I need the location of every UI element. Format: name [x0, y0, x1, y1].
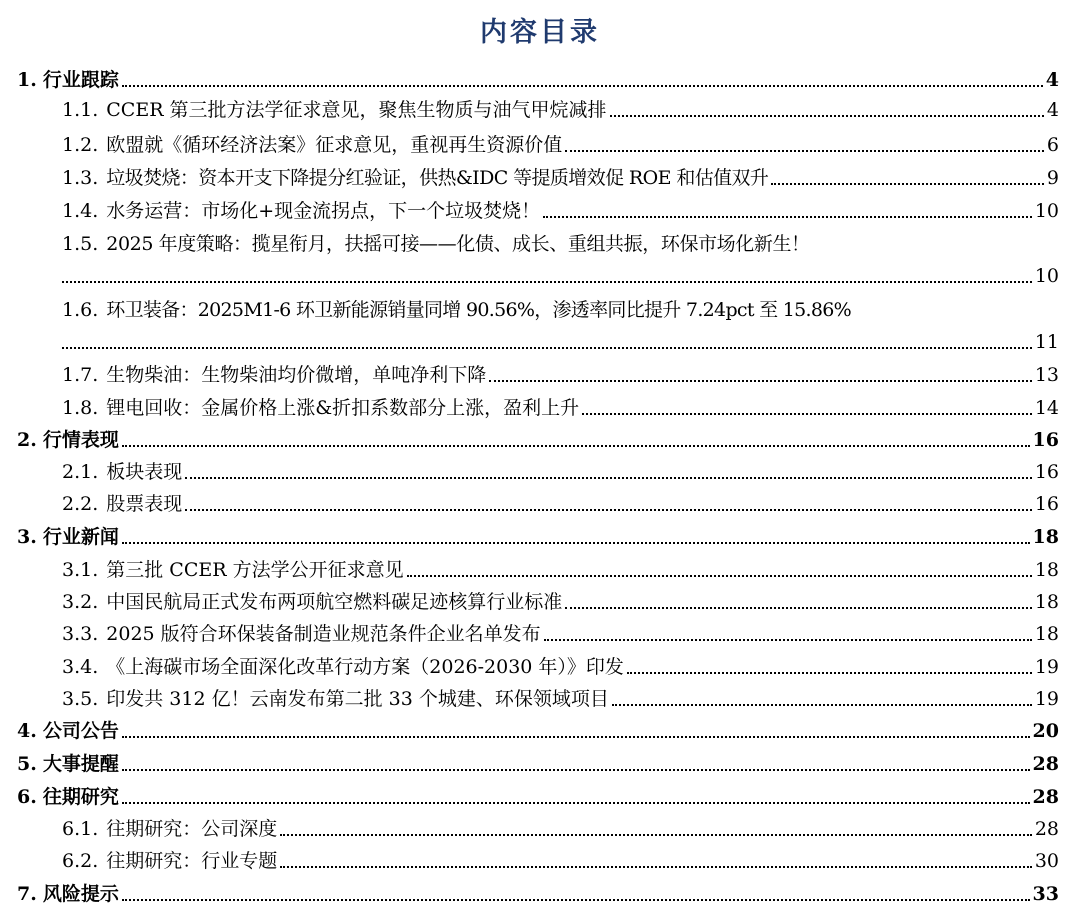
toc-entry-page: 28: [1034, 818, 1059, 840]
toc-entry-3-2[interactable]: [62, 590, 1059, 614]
toc-entry-title: CCER 第三批方法学征求意见，聚焦生物质与油气甲烷减排: [106, 99, 607, 121]
toc-entry-number: 2.: [17, 429, 37, 451]
dot-leader: [771, 183, 1044, 185]
dot-leader: [122, 769, 1030, 771]
dot-leader: [280, 866, 1032, 868]
toc-entry-1-5[interactable]: [62, 232, 1059, 256]
toc-entry-number: 3.1.: [62, 559, 99, 581]
toc-entry-title: 第三批 CCER 方法学公开征求意见: [106, 559, 404, 581]
dot-leader: [122, 802, 1030, 804]
dot-leader: [62, 347, 1032, 349]
toc-entry-page: 10: [1034, 200, 1059, 222]
toc-entry-1-3[interactable]: [62, 166, 1059, 190]
dot-leader: [407, 575, 1032, 577]
dot-leader: [610, 115, 1044, 117]
toc-entry-title: 中国民航局正式发布两项航空燃料碳足迹核算行业标准: [106, 591, 563, 613]
toc-entry-title: 垃圾焚烧：资本开支下降提分红验证，供热&IDC 等提质增效促 ROE 和估值双升: [106, 167, 769, 189]
dot-leader: [185, 477, 1032, 479]
toc-entry-5[interactable]: [17, 752, 1059, 776]
toc-entry-number: 4.: [17, 720, 37, 742]
toc-entry-number: 1.6.: [62, 299, 99, 321]
toc-entry-number: 1.1.: [62, 99, 99, 121]
toc-entry-1-4[interactable]: [62, 199, 1059, 223]
toc-entry-number: 3.2.: [62, 591, 99, 613]
toc-entry-title: 股票表现: [106, 493, 183, 515]
toc-entry-page: 19: [1034, 656, 1059, 678]
toc-entry-2-2[interactable]: [62, 492, 1059, 516]
toc-entry-number: 5.: [17, 753, 37, 775]
toc-entry-title: 大事提醒: [42, 753, 119, 775]
toc-entry-number: 1.4.: [62, 200, 99, 222]
toc-entry-number: 1.: [17, 69, 37, 91]
toc-entry-title: 往期研究: [42, 786, 119, 808]
toc-entry-page: 4: [1045, 69, 1059, 91]
dot-leader: [565, 607, 1032, 609]
dot-leader: [122, 736, 1030, 738]
dot-leader: [280, 834, 1032, 836]
toc-entry-title: 印发共 312 亿！云南发布第二批 33 个城建、环保领域项目: [106, 688, 609, 710]
toc-entry-number: 7.: [17, 883, 37, 905]
dot-leader: [565, 150, 1044, 152]
toc-entry-1-8[interactable]: [62, 396, 1059, 420]
toc-entry-number: 1.7.: [62, 364, 99, 386]
toc-entry-number: 3.5.: [62, 688, 99, 710]
toc-entry-number: 1.3.: [62, 167, 99, 189]
toc-entry-title: 行情表现: [42, 429, 119, 451]
dot-leader: [543, 216, 1032, 218]
dot-leader: [544, 639, 1032, 641]
toc-entry-title: 往期研究：行业专题: [106, 850, 278, 872]
toc-entry-page: 9: [1046, 167, 1059, 189]
toc-entry-page: 19: [1034, 688, 1059, 710]
toc-entry-title: 欧盟就《循环经济法案》征求意见，重视再生资源价值: [106, 134, 563, 156]
toc-entry-1[interactable]: [17, 68, 1059, 92]
dot-leader: [582, 413, 1032, 415]
toc-entry-title: 2025 版符合环保装备制造业规范条件企业名单发布: [106, 623, 541, 645]
toc-entry-page: 28: [1032, 786, 1059, 808]
toc-entry-title: 生物柴油：生物柴油均价微增，单吨净利下降: [106, 364, 487, 386]
dot-leader: [185, 509, 1032, 511]
toc-entry-title: 锂电回收：金属价格上涨&折扣系数部分上涨，盈利上升: [106, 397, 580, 419]
toc-entry-3-5[interactable]: [62, 687, 1059, 711]
toc-entry-page: 4: [1046, 99, 1059, 121]
toc-entry-page: 16: [1034, 461, 1059, 483]
toc-entry-number: 3.: [17, 526, 37, 548]
toc-entry-page: 14: [1034, 397, 1059, 419]
toc-entry-4[interactable]: [17, 719, 1059, 743]
toc-entry-page: 18: [1032, 526, 1059, 548]
toc-entry-2[interactable]: [17, 428, 1059, 452]
toc-entry-1-2[interactable]: [62, 133, 1059, 157]
toc-entry-title: 《上海碳市场全面深化改革行动方案（2026-2030 年）》印发: [106, 656, 624, 678]
toc-entry-title: 板块表现: [106, 461, 183, 483]
toc-entry-page: 10: [1034, 265, 1059, 287]
toc-entry-title: 行业跟踪: [42, 69, 119, 91]
toc-entry-6-1[interactable]: [62, 817, 1059, 841]
toc-entry-7[interactable]: [17, 882, 1059, 906]
toc-entry-1-6[interactable]: [62, 298, 1059, 322]
toc-entry-page: 30: [1034, 850, 1059, 872]
toc-title: 内容目录: [480, 17, 600, 48]
toc-entry-title: 风险提示: [42, 883, 119, 905]
toc-entry-page: 33: [1032, 883, 1059, 905]
toc-entry-page: 18: [1034, 559, 1059, 581]
toc-entry-page: 16: [1034, 493, 1059, 515]
toc-entry-number: 6.1.: [62, 818, 99, 840]
toc-entry-3[interactable]: [17, 525, 1059, 549]
toc-entry-3-1[interactable]: [62, 558, 1059, 582]
toc-entry-title: 往期研究：公司深度: [106, 818, 278, 840]
toc-entry-page: 16: [1032, 429, 1059, 451]
toc-entry-page: 28: [1032, 753, 1059, 775]
dot-leader: [122, 445, 1030, 447]
toc-entry-page: 13: [1034, 364, 1059, 386]
toc-entry-1-7[interactable]: [62, 363, 1059, 387]
toc-entry-number: 1.5.: [62, 233, 99, 255]
toc-entry-page: 18: [1034, 591, 1059, 613]
dot-leader: [122, 85, 1043, 87]
toc-entry-6-2[interactable]: [62, 849, 1059, 873]
dot-leader: [122, 899, 1030, 901]
dot-leader: [62, 281, 1032, 283]
toc-entry-title: 水务运营：市场化+现金流拐点，下一个垃圾焚烧！: [106, 200, 541, 222]
toc-entry-title: 公司公告: [42, 720, 119, 742]
toc-entry-number: 3.3.: [62, 623, 99, 645]
toc-entry-3-4[interactable]: [62, 655, 1059, 679]
dot-leader: [612, 704, 1032, 706]
toc-entry-6[interactable]: [17, 785, 1059, 809]
toc-entry-title: 2025 年度策略：揽星衔月，扶摇可接——化债、成长、重组共振，环保市场化新生！: [106, 233, 810, 255]
toc-entry-number: 6.: [17, 786, 37, 808]
toc-entry-number: 2.2.: [62, 493, 99, 515]
dot-leader: [122, 542, 1030, 544]
toc-entry-page: 20: [1032, 720, 1059, 742]
toc-entry-number: 6.2.: [62, 850, 99, 872]
dot-leader: [627, 672, 1032, 674]
toc-entry-number: 1.2.: [62, 134, 99, 156]
toc-entry-title: 行业新闻: [42, 526, 119, 548]
toc-entry-number: 3.4.: [62, 656, 99, 678]
toc-entry-1-5-leader[interactable]: [62, 264, 1059, 288]
toc-entry-number: 1.8.: [62, 397, 99, 419]
toc-entry-title: 环卫装备：2025M1-6 环卫新能源销量同增 90.56%，渗透率同比提升 7.24pct 至 15.86%: [106, 299, 852, 321]
toc-entry-1-1[interactable]: [62, 98, 1059, 122]
toc-entry-number: 2.1.: [62, 461, 99, 483]
toc-entry-3-3[interactable]: [62, 622, 1059, 646]
toc-entry-page: 18: [1034, 623, 1059, 645]
dot-leader: [489, 380, 1032, 382]
toc-entry-1-6-leader[interactable]: [62, 330, 1059, 354]
toc-entry-page: 6: [1046, 134, 1059, 156]
toc-entry-2-1[interactable]: [62, 460, 1059, 484]
toc-entry-page: 11: [1034, 331, 1059, 353]
